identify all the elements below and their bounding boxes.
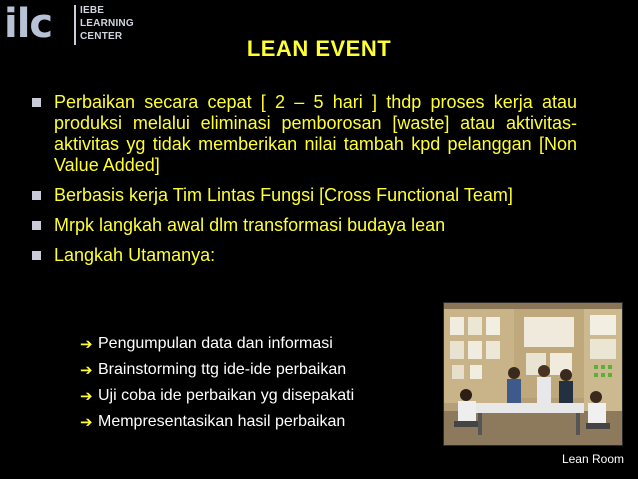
step-item — [80, 360, 440, 380]
lean-room-illustration — [444, 303, 623, 446]
bullet-item — [32, 92, 577, 176]
step-text: Brainstorming ttg ide-ide perbaikan — [98, 361, 347, 378]
right-arrow-icon: ➔ — [80, 413, 93, 431]
step-item — [80, 386, 440, 406]
square-bullet-icon — [32, 191, 41, 200]
bullet-text: Perbaikan secara cepat [ 2 – 5 hari ] thdp proses kerja atau produksi melalui eliminasi pemborosan [waste] atau aktivitas-aktivitas yg tidak memberikan nilai tambah kpd pelanggan [Non Value Added] — [54, 92, 577, 175]
logo-line: IEBE — [80, 5, 105, 16]
step-item — [80, 412, 440, 432]
right-arrow-icon: ➔ — [80, 387, 93, 405]
step-item — [80, 334, 440, 354]
lean-room-photo — [443, 302, 623, 446]
step-text: Pengumpulan data dan informasi — [98, 335, 333, 352]
bullet-text: Langkah Utamanya: — [54, 245, 216, 265]
photo-caption: Lean Room — [561, 452, 624, 466]
bullet-item — [32, 185, 577, 206]
square-bullet-icon — [32, 221, 41, 230]
logo-mark-text: ilc — [4, 1, 53, 47]
square-bullet-icon — [32, 98, 41, 107]
bullet-item — [32, 215, 577, 236]
step-text: Mempresentasikan hasil perbaikan — [98, 413, 346, 430]
step-list — [80, 334, 440, 438]
slide-title: LEAN EVENT — [246, 36, 392, 61]
bullet-text: Berbasis kerja Tim Lintas Fungsi [Cross Functional Team] — [54, 185, 513, 205]
bullet-item — [32, 245, 577, 266]
right-arrow-icon: ➔ — [80, 335, 93, 353]
logo-line: LEARNING — [80, 18, 134, 29]
right-arrow-icon: ➔ — [80, 361, 93, 379]
logo-line: CENTER — [80, 31, 123, 42]
square-bullet-icon — [32, 251, 41, 260]
bullet-list — [32, 92, 577, 275]
bullet-text: Mrpk langkah awal dlm transformasi budaya lean — [54, 215, 446, 235]
step-text: Uji coba ide perbaikan yg disepakati — [98, 387, 355, 404]
